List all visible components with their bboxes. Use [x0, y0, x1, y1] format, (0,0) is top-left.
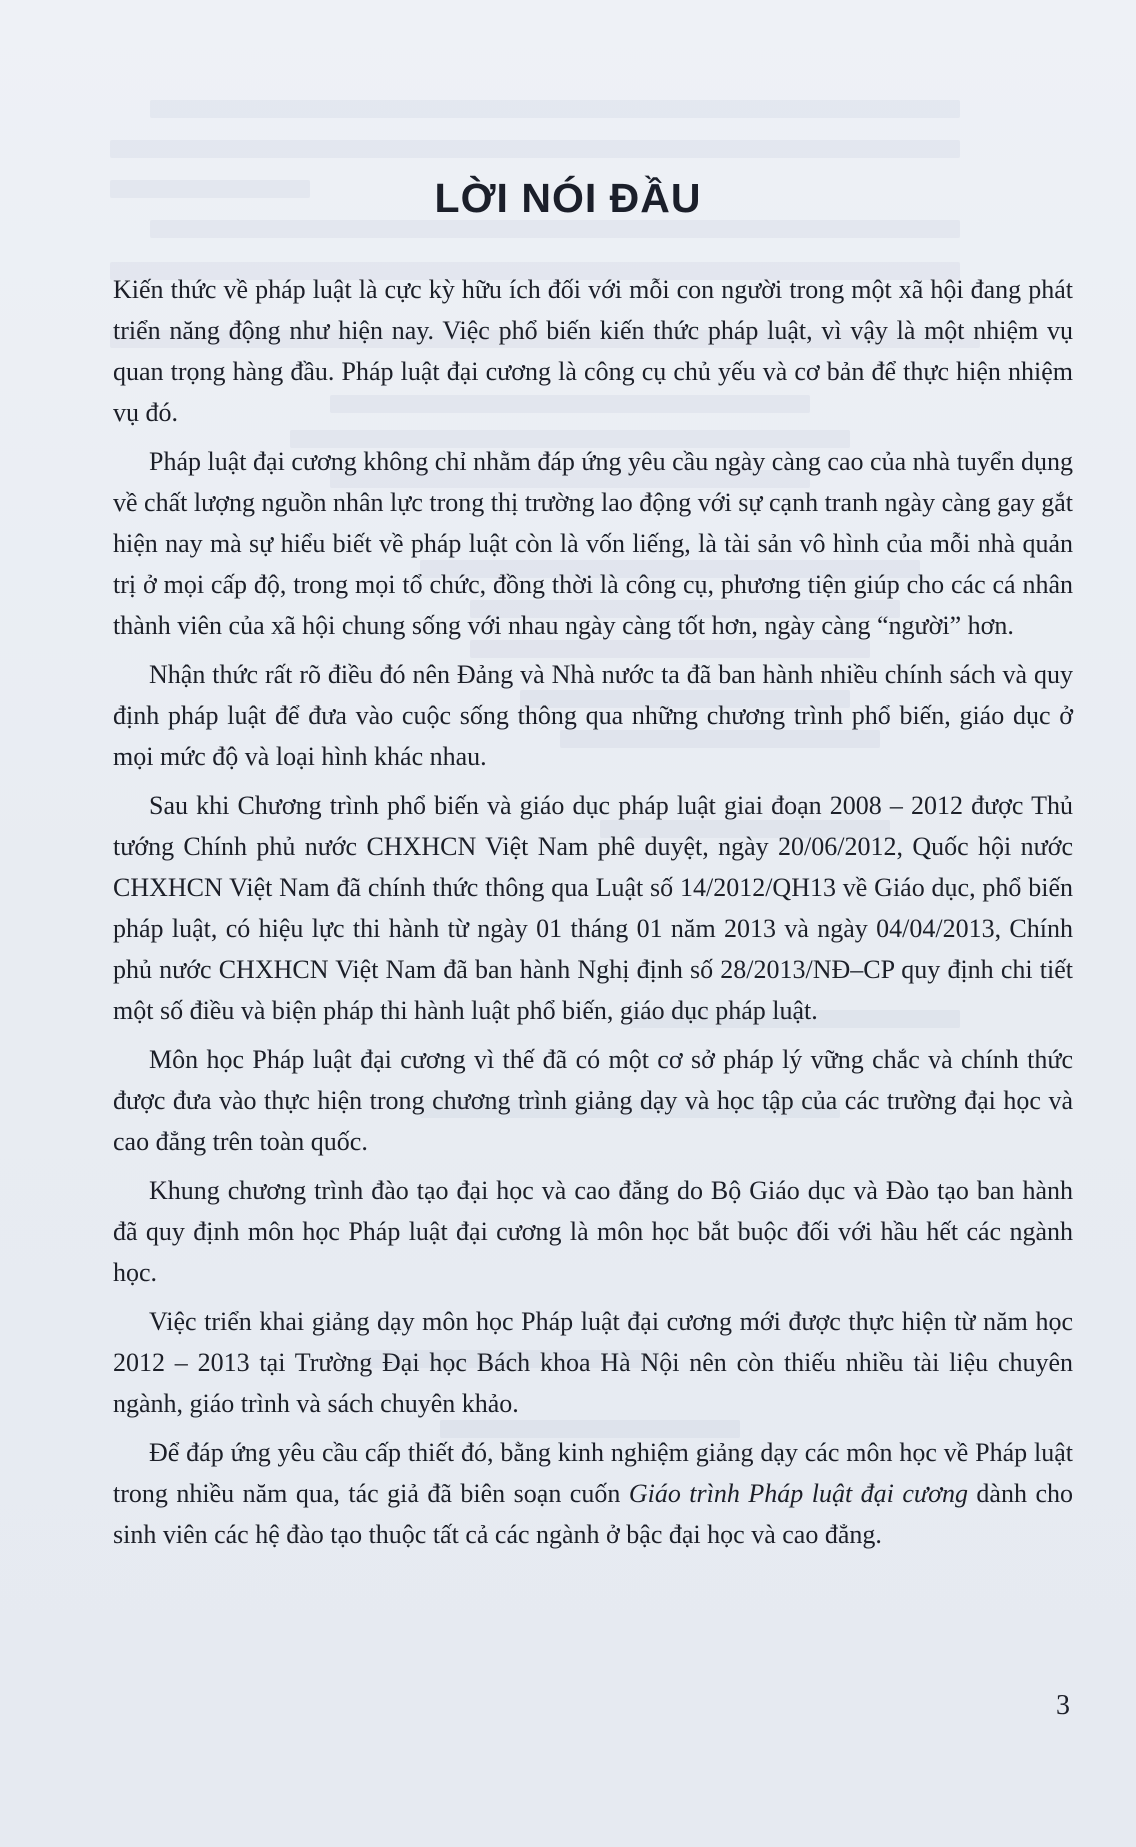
paragraph-text: Môn học Pháp luật đại cương vì thế đã có một cơ sở pháp lý vững chắc và chính thức được đưa vào thực hiện trong chương trình giảng dạy và học tập của các trường đại học và cao đẳng trên toàn quốc.	[113, 1045, 1073, 1156]
paragraph	[113, 1301, 1073, 1424]
paragraph	[113, 654, 1073, 777]
paragraph-text-end: dành cho sinh viên các hệ đào tạo thuộc tất cả các ngành ở bậc đại học và cao đẳng.	[113, 1479, 1073, 1549]
paragraph-text: Khung chương trình đào tạo đại học và cao đẳng do Bộ Giáo dục và Đào tạo ban hành đã quy định môn học Pháp luật đại cương là môn học bắt buộc đối với hầu hết các ngành học.	[113, 1176, 1073, 1287]
paragraph-text: Nhận thức rất rõ điều đó nên Đảng và Nhà nước ta đã ban hành nhiều chính sách và quy định pháp luật để đưa vào cuộc sống thông qua những chương trình phổ biến, giáo dục ở mọi mức độ và loại hình khác nhau.	[113, 660, 1073, 771]
paragraph	[113, 1432, 1073, 1555]
paragraph-text: Sau khi Chương trình phổ biến và giáo dục pháp luật giai đoạn 2008 – 2012 được Thủ tướng Chính phủ nước CHXHCN Việt Nam phê duyệt, ngày 20/06/2012, Quốc hội nước CHXHCN Việt Nam đã chính thức thông qua Luật số 14/2012/QH13 về Giáo dục, phổ biến pháp luật, có hiệu lực thi hành từ ngày 01 tháng 01 năm 2013 và ngày 04/04/2013, Chính phủ nước CHXHCN Việt Nam đã ban hành Nghị định số 28/2013/NĐ–CP quy định chi tiết một số điều và biện pháp thi hành luật phổ biến, giáo dục pháp luật.	[113, 791, 1073, 1025]
paragraph	[113, 269, 1073, 433]
paragraph-text: Việc triển khai giảng dạy môn học Pháp luật đại cương mới được thực hiện từ năm học 2012 – 2013 tại Trường Đại học Bách khoa Hà Nội nên còn thiếu nhiều tài liệu chuyên ngành, giáo trình và sách chuyên khảo.	[113, 1307, 1073, 1418]
paragraph	[113, 441, 1073, 646]
paragraph	[113, 1039, 1073, 1162]
paragraph-text-start: Để đáp ứng yêu cầu cấp thiết đó, bằng kinh nghiệm giảng dạy các môn học về Pháp luật trong nhiều năm qua, tác giả đã biên soạn cuốn	[113, 1438, 1073, 1508]
page-title: LỜI NÓI ĐẦU	[434, 175, 702, 221]
book-title: Giáo trình Pháp luật đại cương	[628, 1479, 968, 1508]
preface-body	[113, 269, 1073, 1563]
paragraph-text: Kiến thức về pháp luật là cực kỳ hữu ích đối với mỗi con người trong một xã hội đang phát triển năng động như hiện nay. Việc phổ biến kiến thức pháp luật, vì vậy là một nhiệm vụ quan trọng hàng đầu. Pháp luật đại cương là công cụ chủ yếu và cơ bản để thực hiện nhiệm vụ đó.	[113, 275, 1073, 427]
paragraph	[113, 1170, 1073, 1293]
paragraph	[113, 785, 1073, 1031]
paragraph-text: Pháp luật đại cương không chỉ nhằm đáp ứng yêu cầu ngày càng cao của nhà tuyển dụng về chất lượng nguồn nhân lực trong thị trường lao động với sự cạnh tranh ngày càng gay gắt hiện nay mà sự hiểu biết về pháp luật còn là vốn liếng, là tài sản vô hình của mỗi nhà quản trị ở mọi cấp độ, trong mọi tổ chức, đồng thời là công cụ, phương tiện giúp cho các cá nhân thành viên của xã hội chung sống với nhau ngày càng tốt hơn, ngày càng “người” hơn.	[113, 447, 1073, 640]
page-number: 3	[1056, 1690, 1070, 1721]
